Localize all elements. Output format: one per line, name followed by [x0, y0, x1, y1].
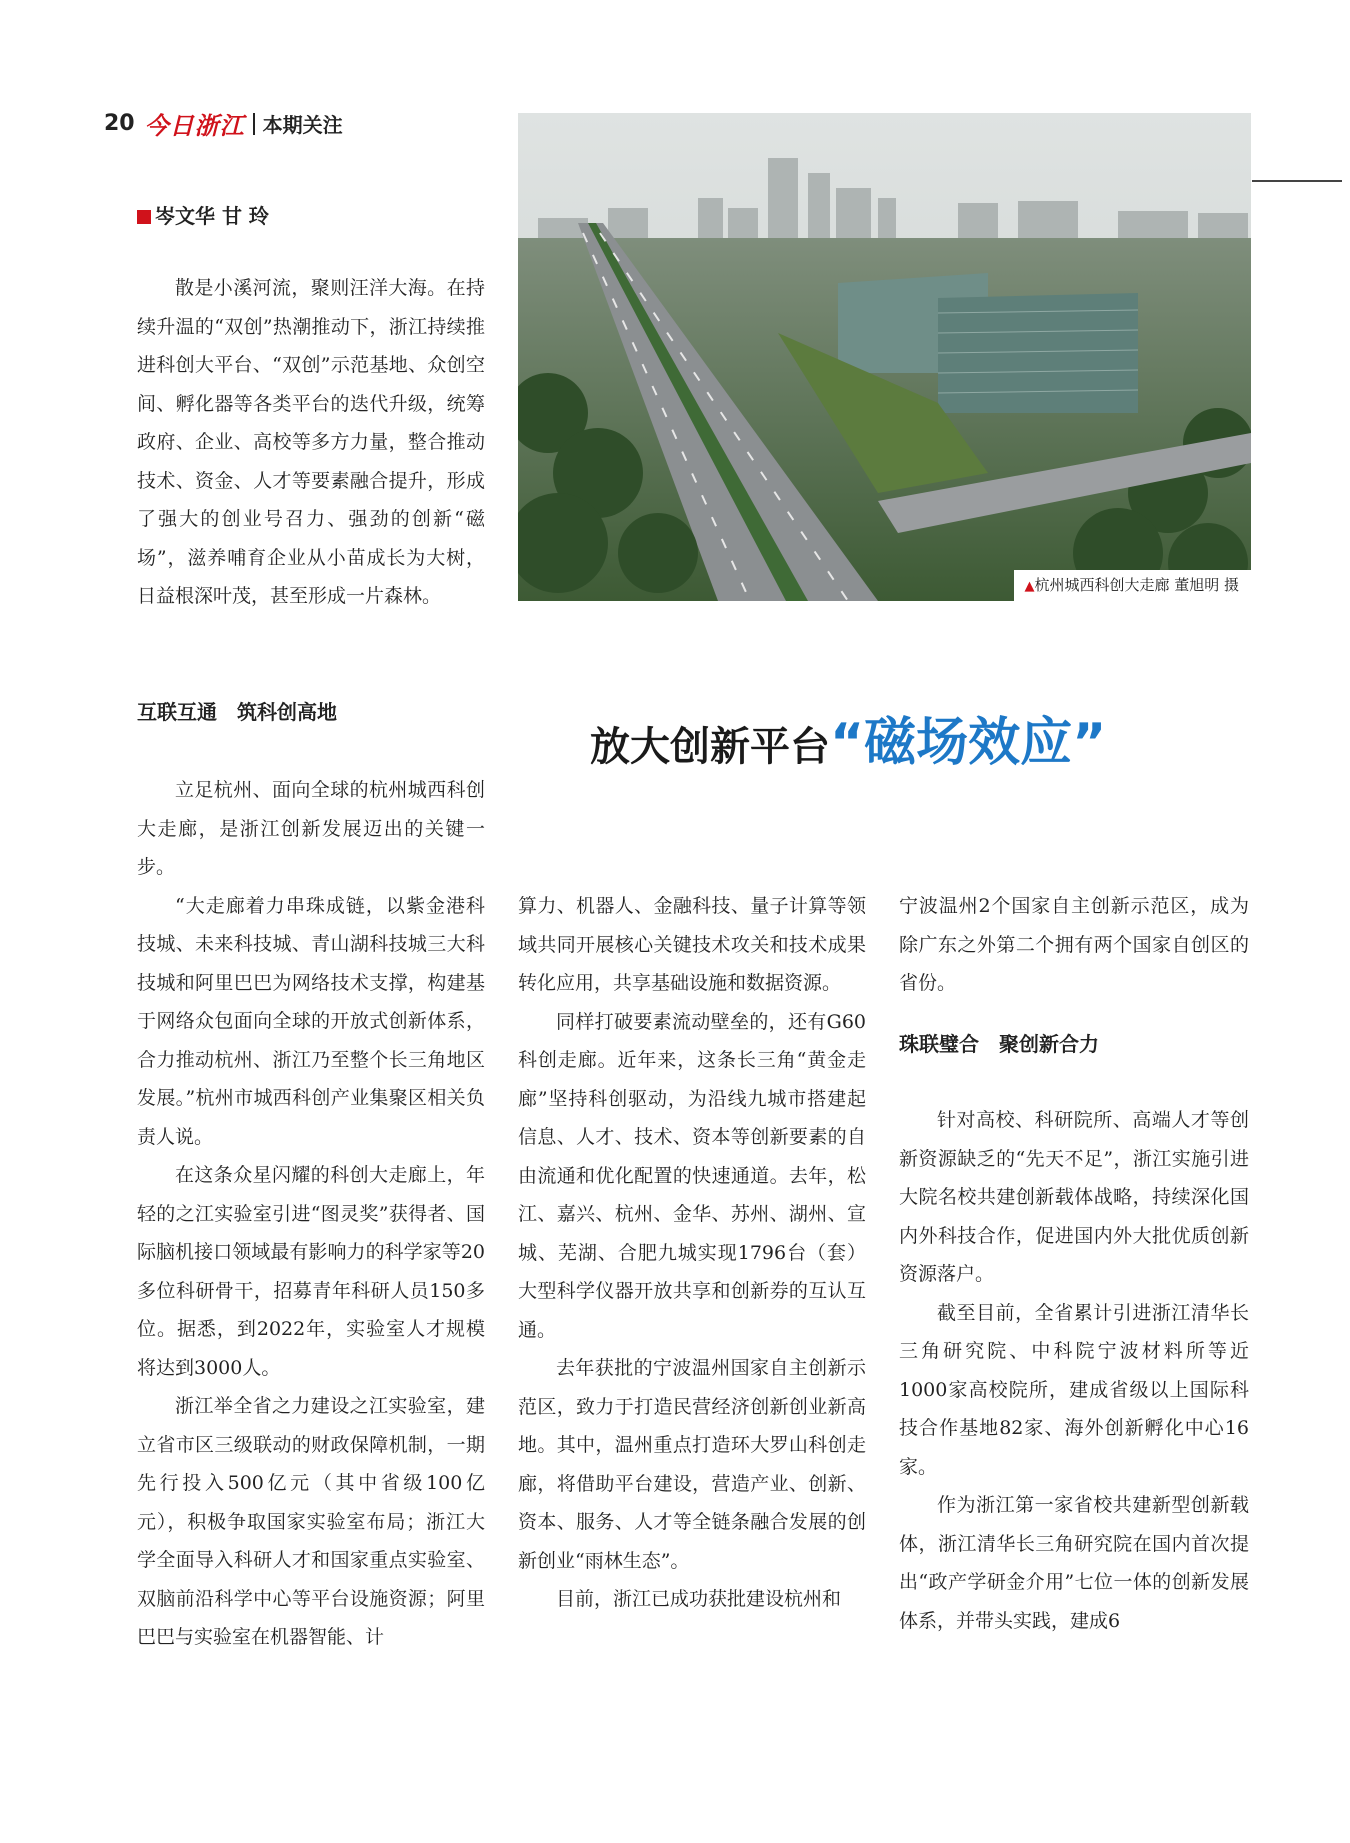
subhead-1-block: [137, 693, 485, 732]
col1-paragraph-3: 在这条众星闪耀的科创大走廊上，年轻的之江实验室引进“图灵奖”获得者、国际脑机接口领域最有影响力的科学家等20多位科研骨干，招募青年科研人员150多位。据悉，到2022年，实验室人才规模将达到3000人。: [137, 1164, 485, 1379]
red-square-icon: [137, 210, 151, 224]
col2-paragraph-1: 算力、机器人、金融科技、量子计算等领域共同开展核心关键技术攻关和技术成果转化应用，共享基础设施和数据资源。: [518, 895, 866, 994]
col2-paragraph-3: 去年获批的宁波温州国家自主创新示范区，致力于打造民营经济创新创业新高地。其中，温州重点打造环大罗山科创走廊，将借助平台建设，营造产业、创新、资本、服务、人才等全链条融合发展的创新创业“雨林生态”。: [518, 1357, 866, 1572]
col3-paragraph-4: 作为浙江第一家省校共建新型创新载体，浙江清华长三角研究院在国内首次提出“政产学研金介用”七位一体的创新发展体系，并带头实践，建成6: [899, 1494, 1249, 1632]
aerial-photo-illustration: [518, 113, 1251, 601]
article-title: [590, 700, 1106, 775]
intro-column: [137, 269, 485, 616]
col1-paragraph-1: 立足杭州、面向全球的杭州城西科创大走廊，是浙江创新发展迈出的关键一步。: [137, 779, 485, 878]
aerial-photo: [518, 113, 1251, 601]
col3-paragraph-2: 针对高校、科研院所、高端人才等创新资源缺乏的“先天不足”，浙江实施引进大院名校共建创新载体战略，持续深化国内外科技合作，促进国内外大批优质创新资源落户。: [899, 1109, 1249, 1285]
title-highlight: “磁场效应”: [830, 713, 1107, 773]
top-right-rule: [1252, 180, 1342, 182]
section-name: 本期关注: [262, 113, 343, 137]
col1-paragraph-2: “大走廊着力串珠成链，以紫金港科技城、未来科技城、青山湖科技城三大科技城和阿里巴巴为网络技术支撑，构建基于网络众包面向全球的开放式创新体系，合力推动杭州、浙江乃至整个长三角地区发展。”杭州市城西科创产业集聚区相关负责人说。: [137, 894, 485, 1148]
col2-paragraph-4: 目前，浙江已成功获批建设杭州和: [556, 1588, 842, 1610]
col1-paragraph-4: 浙江举全省之力建设之江实验室，建立省市区三级联动的财政保障机制，一期先行投入500亿元（其中省级100亿元），积极争取国家实验室布局；浙江大学全面导入科研人才和国家重点实验室、双脑前沿科学中心等平台设施资源；阿里巴巴与实验室在机器智能、计: [137, 1395, 485, 1648]
header-divider: [253, 113, 255, 135]
col3-paragraph-1: 宁波温州2个国家自主创新示范区，成为除广东之外第二个拥有两个国家自创区的省份。: [899, 895, 1249, 994]
caption-triangle-icon: ▲: [1024, 579, 1035, 594]
photo-caption: [1014, 570, 1251, 601]
photo-caption-text: 杭州城西科创大走廊 董旭明 摄: [1034, 576, 1239, 594]
subheading-2: 珠联璧合 聚创新合力: [899, 1031, 1099, 1056]
column-1: [137, 771, 485, 1657]
author-names: 岑文华 甘 玲: [155, 204, 269, 228]
intro-paragraph: 散是小溪河流，聚则汪洋大海。在持续升温的“双创”热潮推动下，浙江持续推进科创大平台、“双创”示范基地、众创空间、孵化器等各类平台的迭代升级，统筹政府、企业、高校等多方力量，整合推动技术、资金、人才等要素融合提升，形成了强大的创业号召力、强劲的创新“磁场”，滋养哺育企业从小苗成长为大树，日益根深叶茂，甚至形成一片森林。: [137, 277, 485, 607]
page-number: 20: [104, 111, 135, 136]
column-2: [518, 887, 866, 1619]
page-header: [104, 106, 343, 141]
title-prefix: 放大创新平台: [590, 723, 830, 770]
author-line: [137, 200, 269, 229]
column-3: [899, 887, 1249, 1640]
magazine-logo: 今日浙江: [144, 111, 245, 140]
col2-paragraph-2: 同样打破要素流动壁垒的，还有G60科创走廊。近年来，这条长三角“黄金走廊”坚持科创驱动，为沿线九城市搭建起信息、人才、技术、资本等创新要素的自由流通和优化配置的快速通道。去年，松江、嘉兴、杭州、金华、苏州、湖州、宣城、芜湖、合肥九城实现1796台（套）大型科学仪器开放共享和创新券的互认互通。: [518, 1010, 866, 1341]
subheading-1: 互联互通 筑科创高地: [137, 700, 337, 724]
col3-paragraph-3: 截至目前，全省累计引进浙江清华长三角研究院、中科院宁波材料所等近1000家高校院所，建成省级以上国际科技合作基地82家、海外创新孵化中心16家。: [899, 1301, 1249, 1478]
